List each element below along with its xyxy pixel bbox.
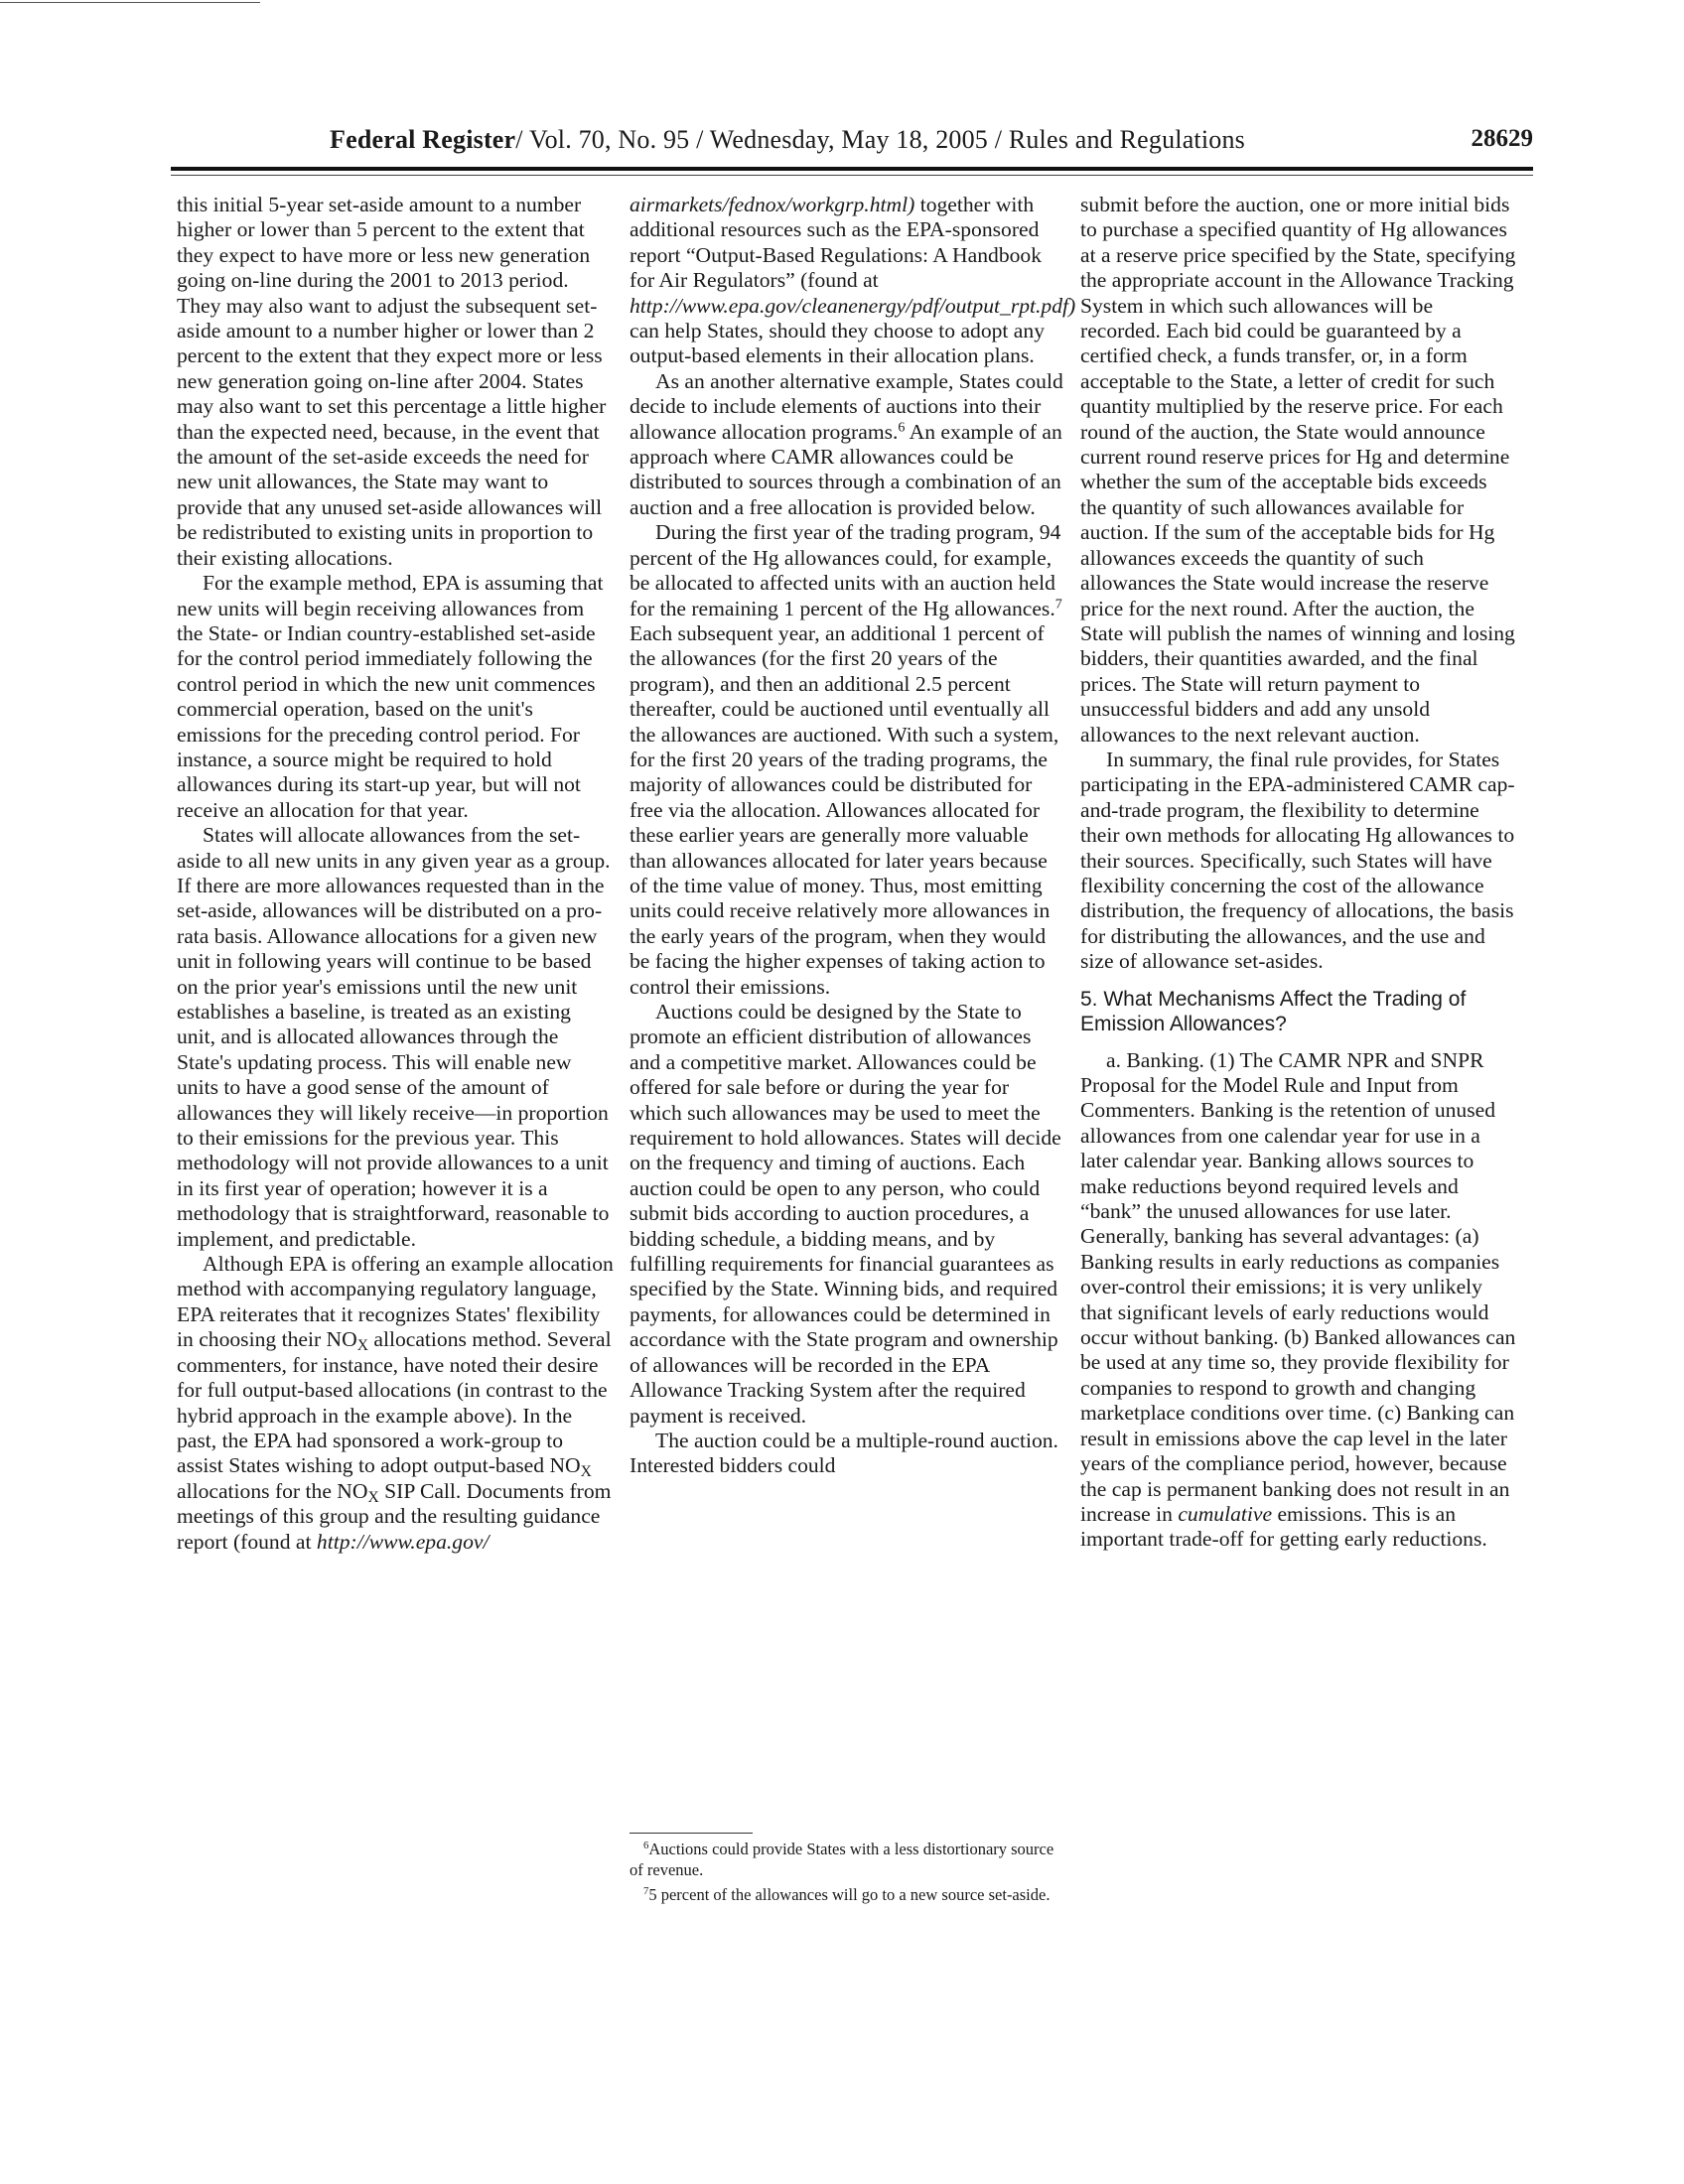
text-run: SIP Call. Documents from meetings of this group and the resulting guidance report (found at xyxy=(177,1478,612,1554)
footnote-mark: 6 xyxy=(643,1840,649,1852)
footnote-ref: 7 xyxy=(1054,595,1062,612)
header-rule-thick xyxy=(171,167,1533,171)
paragraph: In summary, the final rule provides, for States participating in the EPA-administered CAMR cap-and-trade program, the flexibility to determine their own methods for allocating Hg allowances to their sources. Specifically, such States will have flexibility concerning the cost of the allowance distribution, the frequency of allocations, the basis for distributing the allowances, and the use and size of allowance set-asides. xyxy=(1080,747,1515,974)
text-run: together with additional resources such as the EPA-sponsored report “Output-Based Regulations: A Handbook for Air Regulators” (found at xyxy=(630,193,1043,293)
footnote xyxy=(630,1839,1066,1880)
paragraph xyxy=(1080,1048,1517,1553)
header-rule-thin xyxy=(171,175,1533,176)
paragraph: Auctions could be designed by the State to promote an efficient distribution of allowances and a competitive market. Allowances could be offered for sale before or during the year for which such allowances may be used to meet the requirement to hold allowances. States will decide on the frequency and timing of auctions. Each auction could be open to any person, who could submit bids according to auction procedures, a bidding schedule, a bidding means, and by fulfilling requirements for financial guarantees as specified by the State. Winning bids, and required payments, for allowances could be determined in accordance with the State program and ownership of allowances will be recorded in the EPA Allowance Tracking System after the required payment is received. xyxy=(630,1000,1061,1428)
paragraph xyxy=(630,369,1066,520)
text-run: allocations method. Several commenters, for instance, have noted their desire for full output-based allocations (in contrast to the hybrid approach in the example above). In the past, the EPA had sponsored a work-group to assist States wishing to adopt output-based NO xyxy=(177,1327,612,1478)
url-text: airmarkets/fednox/workgrp.html) xyxy=(630,193,915,216)
text-run: As an another alternative example, States could decide to include elements of auctions into their allowance allocation programs. xyxy=(630,368,1063,444)
paragraph: this initial 5-year set-aside amount to a number higher or lower than 5 percent to the extent that they expect to have more or less new generation going on-line during the 2001 to 2013 period. They may also want to adjust the subsequent set-aside amount to a number higher or lower than 2 percent to the extent that they expect more or less new generation going on-line after 2004. States may also want to set this percentage a little higher than the expected need, because, in the event that the amount of the set-aside exceeds the need for new unit allowances, the State may want to provide that any unused set-aside allowances will be redistributed to existing units in proportion to their existing allocations. xyxy=(177,193,607,570)
footnote-text: 5 percent of the allowances will go to a new source set-aside. xyxy=(648,1885,1051,1904)
url-text: http://www.epa.gov/cleanenergy/pdf/output_rpt.pdf) xyxy=(630,293,1076,318)
subscript: X xyxy=(580,1463,592,1481)
text-run: emissions. This is an important trade-off for getting early reductions. xyxy=(1080,1501,1487,1552)
footnote-rule xyxy=(630,1833,753,1834)
text-run: allocations for the NO xyxy=(177,1478,368,1503)
italic-term: cumulative xyxy=(1178,1501,1273,1526)
footnote-text: Auctions could provide States with a less distortionary source of revenue. xyxy=(630,1840,1054,1879)
paragraph: The auction could be a multiple-round auction. Interested bidders could xyxy=(630,1428,1058,1478)
paragraph xyxy=(630,193,1076,369)
column-2 xyxy=(630,193,1076,1479)
subscript: X xyxy=(356,1337,368,1355)
footnotes xyxy=(630,1839,1066,1909)
paragraph xyxy=(630,520,1066,1000)
section-heading: 5. What Mechanisms Affect the Trading of Emission Allowances? xyxy=(1080,987,1467,1035)
page-number: 28629 xyxy=(1471,125,1533,152)
footnote xyxy=(630,1884,1066,1905)
url-text: http://www.epa.gov/ xyxy=(316,1529,490,1554)
column-3 xyxy=(1080,193,1517,1553)
text-run: During the first year of the trading program, 94 percent of the Hg allowances could, for example, be allocated to affected units with an auction held for the remaining 1 percent of the Hg allowances. xyxy=(630,520,1061,620)
text-run: can help States, should they choose to adopt any output-based elements in their allocation plans. xyxy=(630,319,1045,368)
paragraph xyxy=(177,1252,614,1555)
paragraph: submit before the auction, one or more initial bids to purchase a specified quantity of Hg allowances at a reserve price specified by the State, specifying the appropriate account in the Allowance Tracking System in which such allowances will be recorded. Each bid could be guaranteed by a certified check, a funds transfer, or, in a form acceptable to the State, a letter of credit for such quantity multiplied by the reserve price. For each round of the auction, the State would announce current round reserve prices for Hg and determine whether the sum of the acceptable bids exceeds the quantity of such allowances available for auction. If the sum of the acceptable bids for Hg allowances exceeds the quantity of such allowances the State would increase the reserve price for the next round. After the auction, the State will publish the names of winning and losing bidders, their quantities awarded, and the final prices. The State will return payment to unsuccessful bidders and add any unsold allowances to the next relevant auction. xyxy=(1080,193,1516,747)
subscript: X xyxy=(367,1488,379,1506)
paragraph: For the example method, EPA is assuming that new units will begin receiving allowances from the State- or Indian country-established set-aside for the control period immediately following the control period in which the new unit commences commercial operation, based on the unit's emissions for the preceding control period. For instance, a source might be required to hold allowances during its start-up year, but will not receive an allocation for that year. xyxy=(177,571,604,822)
page-header xyxy=(171,125,1533,161)
text-run: An example of an approach where CAMR allowances could be distributed to sources through a combination of an auction and a free allocation is provided below. xyxy=(630,419,1062,519)
paragraph: States will allocate allowances from the set-aside to all new units in any given year as a group. If there are more allowances requested than in the set-aside, allowances will be distributed on a pro-rata basis. Allowance allocations for a given new unit in following years will continue to be based on the prior year's emissions until the new unit establishes a baseline, is treated as an existing unit, and is allocated allowances through the State's updating process. This will enable new units to have a good sense of the amount of allowances they will likely receive—in proportion to their emissions for the previous year. This methodology will not provide allowances to a unit in its first year of operation; however it is a methodology that is straightforward, reasonable to implement, and predictable. xyxy=(177,823,611,1251)
top-edge-line xyxy=(0,2,260,3)
footnote-ref: 6 xyxy=(898,418,906,435)
issue-info: / Vol. 70, No. 95 / Wednesday, May 18, 2005 / Rules and Regulations xyxy=(515,125,1245,154)
footnote-mark: 7 xyxy=(643,1885,649,1898)
text-run: a. Banking. (1) The CAMR NPR and SNPR Proposal for the Model Rule and Input from Commenters. Banking is the retention of unused allowances from one calendar year for use in a later calendar year. Banking allows sources to make reductions beyond required levels and “bank” the unused allowances for use later. Generally, banking has several advantages: (a) Banking results in early reductions as companies over-control their emissions; it is very unlikely that significant levels of early reductions would occur without banking. (b) Banked allowances can be used at any time so, they provide flexibility for companies to respond to growth and changing marketplace conditions over time. (c) Banking can result in emissions above the cap level in the later years of the compliance period, however, because the cap is permanent banking does not result in an increase in xyxy=(1080,1047,1516,1526)
text-run: Although EPA is offering an example allocation method with accompanying regulatory language, EPA reiterates that it recognizes States' flexibility in choosing their NO xyxy=(177,1252,614,1352)
column-1 xyxy=(177,193,614,1555)
journal-title: Federal Register xyxy=(330,125,516,154)
running-head xyxy=(330,125,1245,155)
text-run: Each subsequent year, an additional 1 percent of the allowances (for the first 20 years of the program), and then an additional 2.5 percent thereafter, could be auctioned until eventually all the allowances are auctioned. With such a system, for the first 20 years of the trading programs, the majority of allowances could be distributed for free via the allocation. Allowances allocated for these earlier years are generally more valuable than allowances allocated for later years because of the time value of money. Thus, most emitting units could receive relatively more allowances in the early years of the program, when they would be facing the higher expenses of taking action to control their emissions. xyxy=(630,620,1059,999)
